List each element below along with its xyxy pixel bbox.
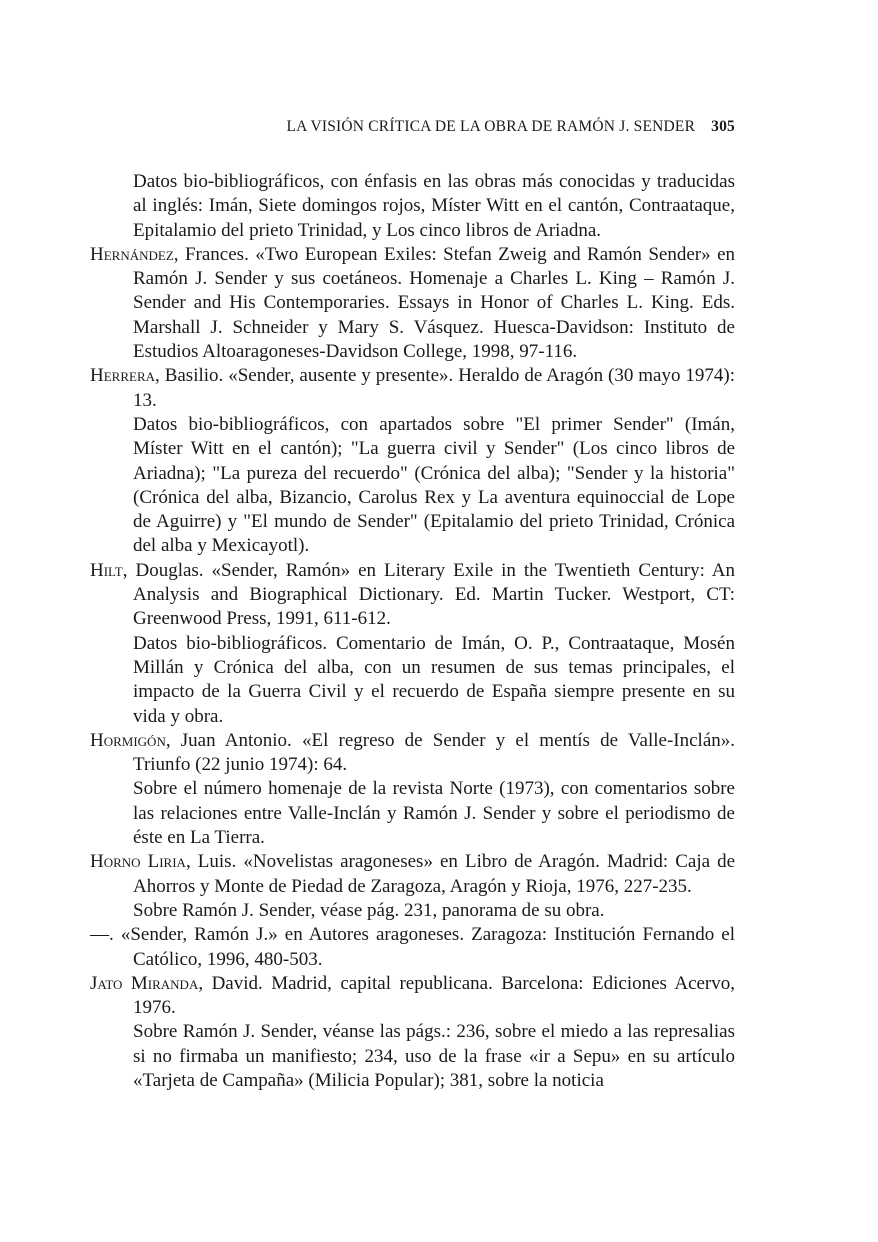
entry-note [90,777,735,850]
entry-author-surname: Jato Miranda [90,972,199,994]
entry-citation: Hilt, Douglas. «Sender, Ramón» en Literary Exile in the Twentieth Century: An Analysis and Biographical Dictionary. Ed. Martin Tucker. Westport, CT: Greenwood Press, 1991, 611-612. [90,559,736,630]
bibliography-entry [90,364,735,558]
entry-author-given: Douglas. [135,559,204,581]
entry-citation-text: «Sender, Ramón J.» en Autores aragoneses. Zaragoza: Institución Fernando el Católico, 1996, 480-503. [120,924,736,970]
entry-author-surname: Herrera [90,365,156,387]
entry-note-text: Sobre Ramón J. Sender, véanse las págs.: 236, sobre el miedo a las represalias si no firmaba un manifiesto; 234, uso de la frase «ir a Sepu» en su artículo «Tarjeta de Campaña» (Milicia Popular); 381, sobre la noticia [133,1021,735,1091]
entry-note-text: Datos bio-bibliográficos, con énfasis en las obras más conocidas y traducidas al inglés: Imán, Siete domingos rojos, Míster Witt en el cantón, Contraataque, Epitalamio del prieto Trinidad, y Los cinco libros de Ariadna. [133,171,735,241]
entry-citation-text: «Novelistas aragoneses» en Libro de Aragón. Madrid: Caja de Ahorros y Monte de Piedad de Zaragoza, Aragón y Rioja, 1976, 227-235. [133,851,736,897]
page-number: 305 [711,118,735,135]
entry-note [90,1020,735,1093]
entry-author-surname: Hilt [90,559,123,581]
entry-author-given: Basilio. [164,365,224,387]
entry-citation-text: «Sender, Ramón» en Literary Exile in the Twentieth Century: An Analysis and Biographical Dictionary. Ed. Martin Tucker. Westport, CT: Greenwood Press, 1991, 611-612. [133,559,736,630]
running-header [90,118,735,146]
entry-note [90,632,735,729]
entry-citation: Horno Liria, Luis. «Novelistas aragoneses» en Libro de Aragón. Madrid: Caja de Ahorros y Monte de Piedad de Zaragoza, Aragón y Rioja, 1976, 227-235. [90,851,736,897]
bibliography-entry [90,170,735,243]
entry-author-given: Frances. [184,243,249,265]
entry-author-surname: Hormigón [90,729,166,751]
running-title: LA VISIÓN CRÍTICA DE LA OBRA DE RAMÓN J. SENDER [286,118,696,135]
entry-author-given: Luis. [197,851,237,873]
bibliography-entry [90,923,735,972]
entry-note-text: Sobre el número homenaje de la revista Norte (1973), con comentarios sobre las relaciones entre Valle-Inclán y Ramón J. Sender y sobre el periodismo de éste en La Tierra. [133,778,735,849]
entry-citation: Herrera, Basilio. «Sender, ausente y presente». Heraldo de Aragón (30 mayo 1974): 13. [90,365,736,411]
entry-citation-text: Madrid, capital republicana. Barcelona: Ediciones Acervo, 1976. [133,972,736,1019]
entry-citation-text: «El regreso de Sender y el mentís de Valle-Inclán». Triunfo (22 junio 1974): 64. [133,729,736,776]
entry-citation-text: «Sender, ausente y presente». Heraldo de Aragón (30 mayo 1974): 13. [133,365,736,411]
book-page [90,118,735,1093]
entry-author-repeat-dash: —. [90,924,114,946]
entry-author-surname: Hernández [90,243,174,265]
entry-citation: Jato Miranda, David. Madrid, capital republicana. Barcelona: Ediciones Acervo, 1976. [90,972,736,1019]
entry-note-text: Datos bio-bibliográficos, con apartados sobre "El primer Sender" (Imán, Míster Witt en el cantón); "La guerra civil y Sender" (Los cinco libros de Ariadna); "La pureza del recuerdo" (Crónica del alba); "Sender y la historia" (Crónica del alba, Bizancio, Carolus Rex y La aventura equinoccial de Lope de Aguirre) y "El mundo de Sender" (Epitalamio del prieto Trinidad, Crónica del alba y Mexicayotl). [133,413,735,557]
entry-author-surname: Horno Liria [90,851,186,873]
bibliography-entry [90,972,735,1093]
entry-author-given: Juan Antonio. [180,729,292,751]
entry-note-text: Sobre Ramón J. Sender, véase pág. 231, panorama de su obra. [133,899,605,921]
entry-citation-text: «Two European Exiles: Stefan Zweig and Ramón Sender» en Ramón J. Sender y sus coetáneos. Homenaje a Charles L. King – Ramón J. Sender and His Contemporaries. Essays in Honor of Charles L. King. Eds. Marshall J. Schneider y Mary S. Vásquez. Huesca-Davidson: Instituto de Estudios Altoaragoneses-Davidson College, 1998, 97-116. [133,243,736,363]
bibliography-entry [90,850,735,923]
bibliography-entry [90,243,735,364]
bibliography-entry [90,559,735,729]
entry-note [90,413,735,559]
entry-note [90,899,735,923]
bibliography-list [90,170,735,1093]
entry-citation [90,923,735,972]
entry-author-given: David. [211,972,263,994]
bibliography-entry [90,729,735,850]
entry-note [90,170,735,243]
entry-citation: Hernández, Frances. «Two European Exiles: Stefan Zweig and Ramón Sender» en Ramón J. Sender y sus coetáneos. Homenaje a Charles L. King – Ramón J. Sender and His Contemporaries. Essays in Honor of Charles L. King. Eds. Marshall J. Schneider y Mary S. Vásquez. Huesca-Davidson: Instituto de Estudios Altoaragoneses-Davidson College, 1998, 97-116. [90,243,736,363]
entry-citation: Hormigón, Juan Antonio. «El regreso de Sender y el mentís de Valle-Inclán». Triunfo (22 junio 1974): 64. [90,729,736,776]
entry-note-text: Datos bio-bibliográficos. Comentario de Imán, O. P., Contraataque, Mosén Millán y Crónica del alba, con un resumen de sus temas principales, el impacto de la Guerra Civil y el recuerdo de España siempre presente en su vida y obra. [133,632,735,727]
